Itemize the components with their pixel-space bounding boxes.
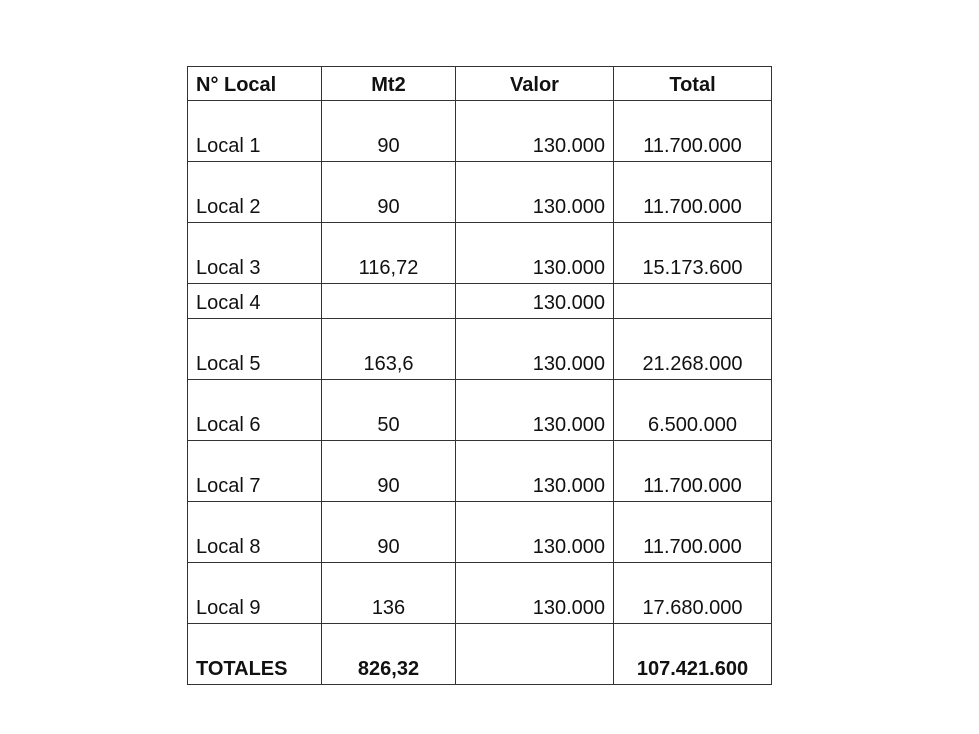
cell-total: 11.700.000 xyxy=(614,162,772,223)
cell-valor: 130.000 xyxy=(456,101,614,162)
cell-total: 11.700.000 xyxy=(614,502,772,563)
table-row xyxy=(188,380,772,441)
cell-local: Local 5 xyxy=(188,319,322,380)
cell-local: Local 3 xyxy=(188,223,322,284)
cell-local: Local 2 xyxy=(188,162,322,223)
header-valor: Valor xyxy=(456,67,614,101)
table-row xyxy=(188,563,772,624)
cell-total: 21.268.000 xyxy=(614,319,772,380)
cell-mt2 xyxy=(322,284,456,319)
cell-mt2: 136 xyxy=(322,563,456,624)
table-row xyxy=(188,502,772,563)
totals-mt2: 826,32 xyxy=(322,624,456,685)
cell-mt2: 90 xyxy=(322,502,456,563)
cell-valor: 130.000 xyxy=(456,563,614,624)
cell-valor: 130.000 xyxy=(456,380,614,441)
cell-total: 11.700.000 xyxy=(614,101,772,162)
cell-total: 11.700.000 xyxy=(614,441,772,502)
table-row xyxy=(188,223,772,284)
totals-label: TOTALES xyxy=(188,624,322,685)
totals-total: 107.421.600 xyxy=(614,624,772,685)
cell-mt2: 90 xyxy=(322,101,456,162)
locales-table-container xyxy=(187,66,771,685)
locales-table xyxy=(187,66,772,685)
header-total: Total xyxy=(614,67,772,101)
cell-valor: 130.000 xyxy=(456,441,614,502)
cell-valor: 130.000 xyxy=(456,319,614,380)
cell-local: Local 6 xyxy=(188,380,322,441)
table-row xyxy=(188,101,772,162)
cell-total: 15.173.600 xyxy=(614,223,772,284)
cell-valor: 130.000 xyxy=(456,284,614,319)
totals-row xyxy=(188,624,772,685)
header-mt2: Mt2 xyxy=(322,67,456,101)
cell-mt2: 90 xyxy=(322,162,456,223)
cell-valor: 130.000 xyxy=(456,162,614,223)
cell-local: Local 1 xyxy=(188,101,322,162)
table-row xyxy=(188,284,772,319)
totals-valor xyxy=(456,624,614,685)
cell-total xyxy=(614,284,772,319)
table-row xyxy=(188,319,772,380)
cell-mt2: 50 xyxy=(322,380,456,441)
cell-local: Local 9 xyxy=(188,563,322,624)
cell-total: 17.680.000 xyxy=(614,563,772,624)
cell-local: Local 7 xyxy=(188,441,322,502)
cell-local: Local 8 xyxy=(188,502,322,563)
cell-mt2: 116,72 xyxy=(322,223,456,284)
table-header-row xyxy=(188,67,772,101)
cell-mt2: 163,6 xyxy=(322,319,456,380)
cell-local: Local 4 xyxy=(188,284,322,319)
cell-valor: 130.000 xyxy=(456,223,614,284)
table-row xyxy=(188,162,772,223)
cell-valor: 130.000 xyxy=(456,502,614,563)
cell-mt2: 90 xyxy=(322,441,456,502)
header-local-number: N° Local xyxy=(188,67,322,101)
table-row xyxy=(188,441,772,502)
cell-total: 6.500.000 xyxy=(614,380,772,441)
